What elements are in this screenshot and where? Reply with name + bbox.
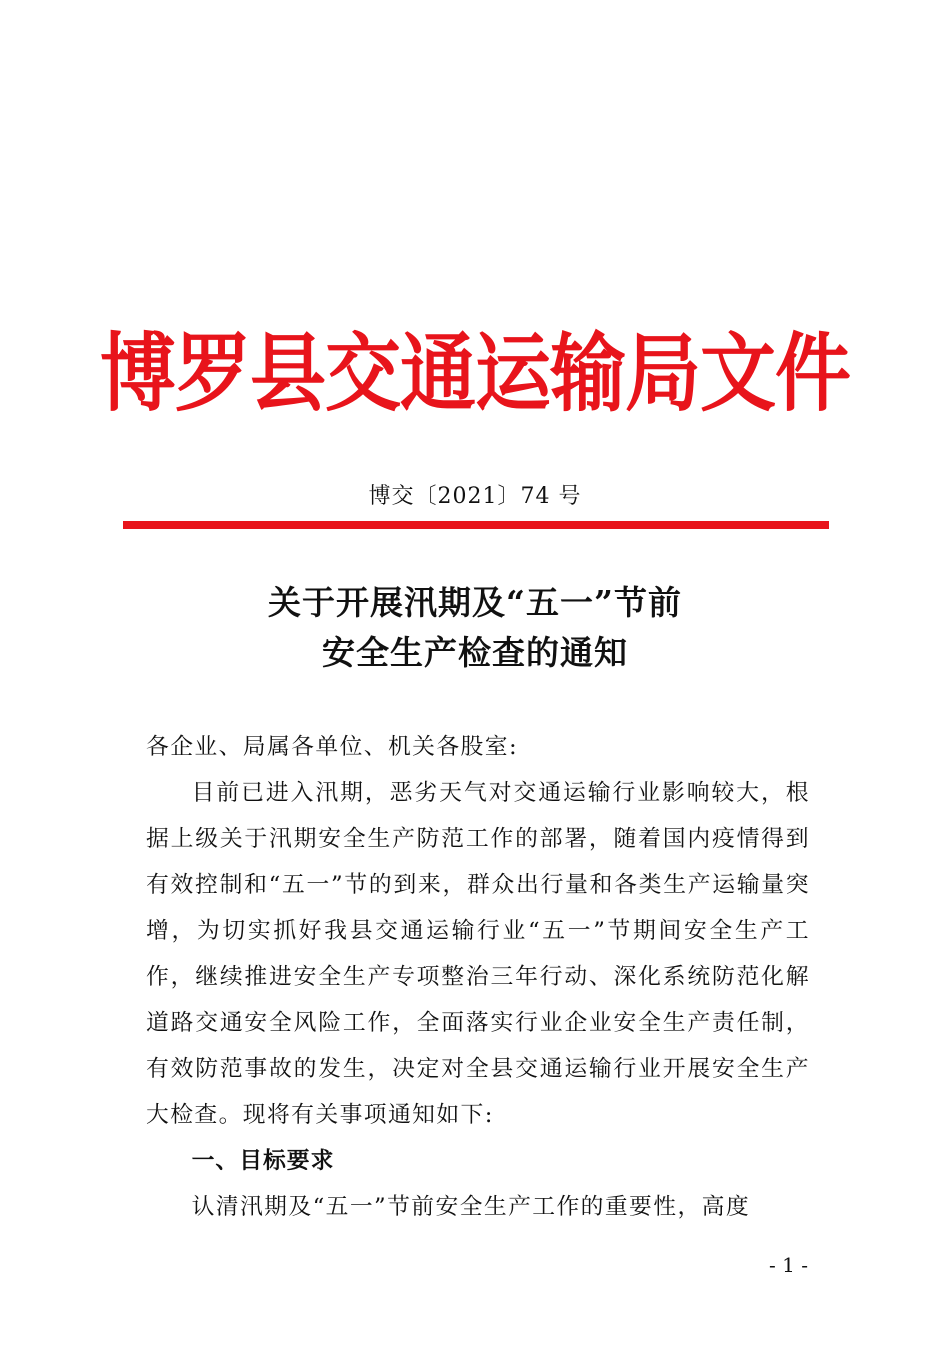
masthead-title: 博罗县交通运输局文件 bbox=[100, 323, 850, 424]
page-number: - 1 - bbox=[769, 1253, 808, 1277]
red-divider-line bbox=[123, 521, 829, 529]
document-title bbox=[0, 578, 950, 678]
section-heading: 一、目标要求 bbox=[191, 1148, 335, 1174]
document-body bbox=[146, 724, 810, 1230]
body-paragraph: 目前已进入汛期，恶劣天气对交通运输行业影响较大，根据上级关于汛期安全生产防范工作的部署，随着国内疫情得到有效控制和“五一”节的到来，群众出行量和各类生产运输量突增，为切实抓好我县交通运输行业“五一”节期间安全生产工作，继续推进安全生产专项整治三年行动、深化系统防范化解道路交通安全风险工作，全面落实行业企业安全生产责任制，有效防范事故的发生，决定对全县交通运输行业开展安全生产大检查。现将有关事项通知如下: bbox=[146, 780, 810, 1128]
document-number: 博交〔2021〕74 号 bbox=[368, 484, 582, 509]
document-title-line-1: 关于开展汛期及“五一”节前 bbox=[268, 583, 682, 622]
section-paragraph: 认清汛期及“五一”节前安全生产工作的重要性，高度 bbox=[191, 1194, 751, 1220]
document-title-line-2: 安全生产检查的通知 bbox=[322, 633, 628, 672]
salutation: 各企业、局属各单位、机关各股室: bbox=[146, 734, 519, 760]
